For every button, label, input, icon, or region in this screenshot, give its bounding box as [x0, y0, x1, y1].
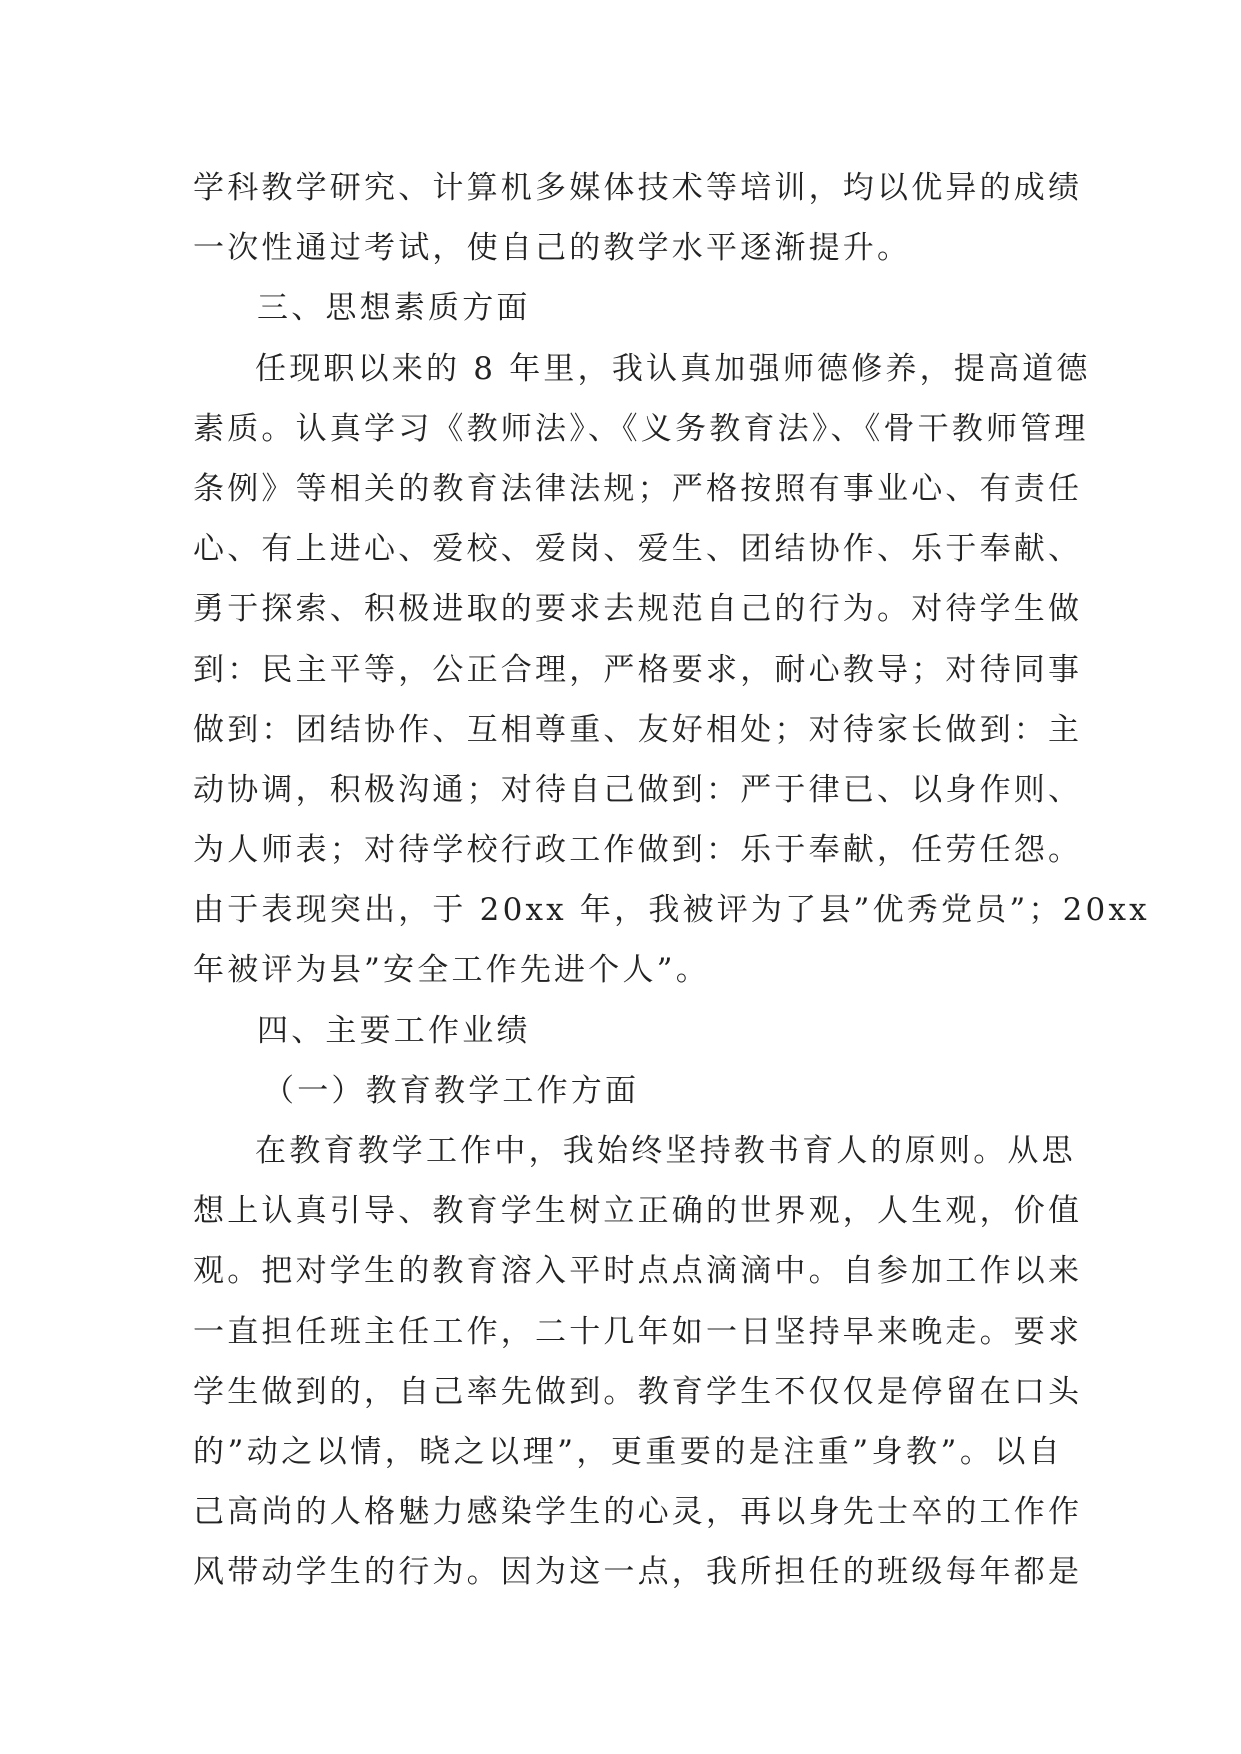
paragraph-line: 学科教学研究、计算机多媒体技术等培训，均以优异的成绩 [193, 170, 1083, 206]
paragraph-line: 心、有上进心、爱校、爱岗、爱生、团结协作、乐于奉献、 [193, 531, 1083, 568]
paragraph-line: 任现职以来的 8 年里，我认真加强师德修养，提高道德 [255, 350, 1091, 387]
subsection-heading-1: （一）教育教学工作方面 [263, 1072, 640, 1109]
section-heading-3: 三、思想素质方面 [257, 290, 531, 327]
section-heading-4: 四、主要工作业绩 [257, 1012, 531, 1049]
paragraph-line: 条例》等相关的教育法律法规；严格按照有事业心、有责任 [193, 470, 1083, 507]
paragraph-line: 风带动学生的行为。因为这一点，我所担任的班级每年都是 [193, 1554, 1083, 1591]
paragraph-line: 为人师表；对待学校行政工作做到：乐于奉献，任劳任怨。 [193, 832, 1083, 869]
paragraph-line: 到：民主平等，公正合理，严格要求，耐心教导；对待同事 [193, 651, 1083, 688]
paragraph-line: 由于表现突出，于 20xx 年，我被评为了县”优秀党员”；20xx [193, 892, 1150, 929]
document-body [193, 158, 1150, 1603]
paragraph-line: 做到：团结协作、互相尊重、友好相处；对待家长做到：主 [193, 711, 1083, 748]
paragraph-line: 想上认真引导、教育学生树立正确的世界观，人生观，价值 [193, 1193, 1083, 1230]
paragraph-line: 学生做到的，自己率先做到。教育学生不仅仅是停留在口头 [193, 1373, 1083, 1410]
paragraph-line: 在教育教学工作中，我始终坚持教书育人的原则。从思 [255, 1133, 1076, 1169]
paragraph-line: 一直担任班主任工作，二十几年如一日坚持早来晚走。要求 [193, 1313, 1083, 1350]
paragraph-line: 动协调，积极沟通；对待自己做到：严于律已、以身作则、 [193, 771, 1083, 808]
paragraph-line: 勇于探索、积极进取的要求去规范自己的行为。对待学生做 [193, 591, 1083, 628]
paragraph-line: 的”动之以情，晓之以理”，更重要的是注重”身教”。以自 [193, 1433, 1063, 1470]
paragraph-line: 观。把对学生的教育溶入平时点点滴滴中。自参加工作以来 [193, 1253, 1083, 1290]
paragraph-line: 年被评为县”安全工作先进个人”。 [193, 952, 710, 989]
paragraph-line: 己高尚的人格魅力感染学生的心灵，再以身先士卒的工作作 [193, 1494, 1083, 1531]
paragraph-line: 素质。认真学习《教师法》、《义务教育法》、《骨干教师管理 [193, 410, 1089, 447]
paragraph-line: 一次性通过考试，使自己的教学水平逐渐提升。 [193, 230, 912, 267]
